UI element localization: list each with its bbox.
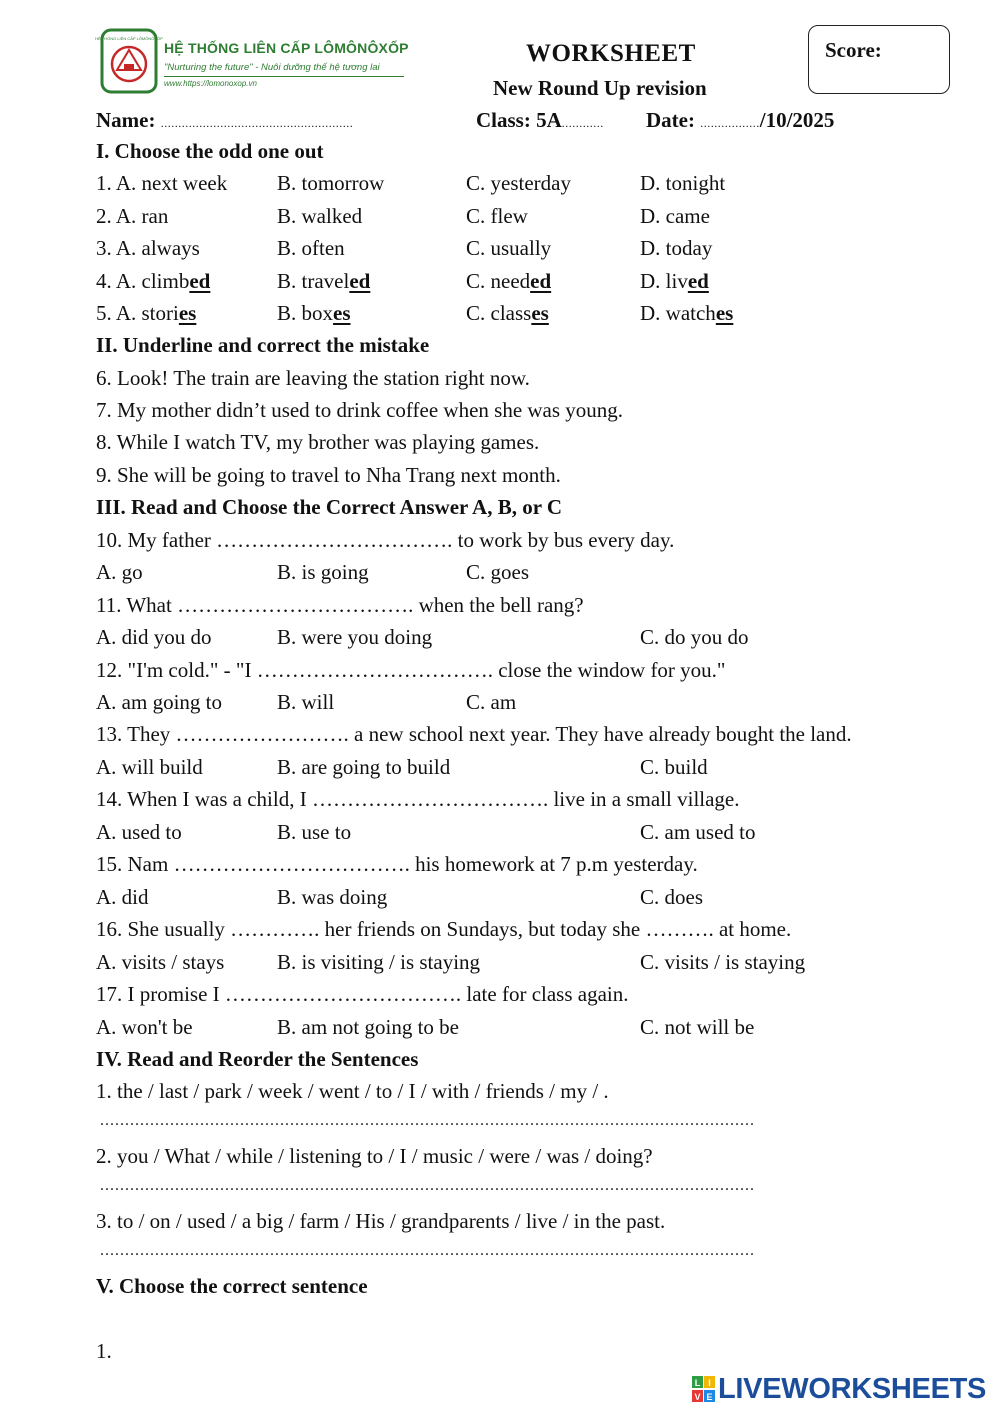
worksheet-subtitle: New Round Up revision — [493, 76, 707, 100]
section-3-heading: III. Read and Choose the Correct Answer A, B, or C — [96, 495, 563, 519]
q2-option-a[interactable]: 2. A. ran — [96, 204, 169, 228]
q14-stem: 14. When I was a child, I ……………………………. live in a small village. — [96, 787, 740, 811]
q12-option-b[interactable]: B. will — [277, 690, 335, 714]
q4-option-c[interactable] — [466, 268, 551, 294]
logo-letter-e: E — [706, 1392, 713, 1402]
name-blank[interactable]: ....................................................... — [160, 116, 354, 130]
q4-c-ending: ed — [530, 269, 552, 293]
q5-a-stem: 5. A. stori — [96, 301, 179, 325]
q15-stem: 15. Nam ……………………………. his homework at 7 p.m yesterday. — [96, 852, 698, 876]
q13-stem: 13. They ……………………. a new school next year. They have already bought the land. — [96, 722, 852, 746]
section-1-heading: I. Choose the odd one out — [96, 139, 324, 163]
q15-option-c[interactable]: C. does — [640, 885, 703, 909]
q5-c-ending: es — [531, 301, 549, 325]
school-logo — [95, 26, 410, 96]
q12-option-c[interactable]: C. am — [466, 690, 517, 714]
logo-letter-i: I — [708, 1378, 711, 1388]
q11-option-b[interactable]: B. were you doing — [277, 625, 433, 649]
q16-option-b[interactable]: B. is visiting / is staying — [277, 950, 481, 974]
q5-d-ending: es — [715, 301, 734, 325]
date-suffix: /10/2025 — [759, 108, 835, 132]
q2-option-d[interactable]: D. came — [640, 204, 710, 228]
q1-option-c[interactable]: C. yesterday — [466, 171, 571, 195]
name-row — [96, 107, 353, 136]
liveworksheets-logo-icon — [692, 1376, 716, 1404]
reorder-q1: 1. the / last / park / week / went / to / I / with / friends / my / . — [96, 1079, 609, 1103]
reorder-q1-answer[interactable]: ................................................................................................................................... — [100, 1112, 755, 1129]
q5-c-stem: C. class — [466, 301, 532, 325]
q16-option-a[interactable]: A. visits / stays — [96, 950, 225, 974]
q2-option-c[interactable]: C. flew — [466, 204, 528, 228]
q7-sentence[interactable]: 7. My mother didn’t used to drink coffee when she was young. — [96, 398, 624, 422]
q17-option-b[interactable]: B. am not going to be — [277, 1015, 459, 1039]
q10-option-c[interactable]: C. goes — [466, 560, 529, 584]
q5-b-ending: es — [333, 301, 351, 325]
q5-a-ending: es — [178, 301, 197, 325]
q10-option-a[interactable]: A. go — [96, 560, 143, 584]
class-row — [476, 107, 604, 136]
q2-option-b[interactable]: B. walked — [277, 204, 363, 228]
emblem-text: HỆ THỐNG LIÊN CẤP LÔMÔNÔXỐP — [95, 36, 163, 41]
q16-stem: 16. She usually …………. her friends on Sundays, but today she ………. at home. — [96, 917, 792, 941]
date-blank[interactable]: ................. — [700, 116, 760, 130]
logo-letter-l: L — [694, 1378, 701, 1388]
q15-option-b[interactable]: B. was doing — [277, 885, 388, 909]
q5-option-c[interactable] — [466, 300, 549, 326]
q1-option-d[interactable]: D. tonight — [640, 171, 726, 195]
section-5-heading: V. Choose the correct sentence — [96, 1274, 368, 1298]
q4-d-ending: ed — [687, 269, 709, 293]
school-url: www.https://lomonoxop.vn — [164, 79, 257, 88]
section-2-heading: II. Underline and correct the mistake — [96, 333, 430, 357]
school-emblem-icon — [95, 28, 163, 94]
q4-d-stem: D. liv — [640, 269, 688, 293]
score-label: Score: — [825, 38, 882, 62]
q3-option-a[interactable]: 3. A. always — [96, 236, 200, 260]
q5-b-stem: B. box — [277, 301, 334, 325]
q11-option-c[interactable]: C. do you do — [640, 625, 749, 649]
q16-option-c[interactable]: C. visits / is staying — [640, 950, 806, 974]
q4-b-ending: ed — [349, 269, 371, 293]
school-slogan: "Nurturing the future" - Nuôi dưỡng thế hệ tương lai — [164, 62, 380, 73]
q3-option-d[interactable]: D. today — [640, 236, 713, 260]
q4-a-stem: 4. A. climb — [96, 269, 190, 293]
q4-option-b[interactable] — [277, 268, 370, 294]
q11-stem: 11. What ……………………………. when the bell rang? — [96, 593, 584, 617]
q3-option-b[interactable]: B. often — [277, 236, 345, 260]
q5-option-d[interactable] — [640, 300, 733, 326]
q4-b-stem: B. travel — [277, 269, 350, 293]
q17-option-c[interactable]: C. not will be — [640, 1015, 755, 1039]
reorder-q3-answer[interactable]: ................................................................................................................................... — [100, 1242, 755, 1259]
reorder-q3: 3. to / on / used / a big / farm / His / grandparents / live / in the past. — [96, 1209, 666, 1233]
q17-stem: 17. I promise I ……………………………. late for class again. — [96, 982, 629, 1006]
q5-option-b[interactable] — [277, 300, 351, 326]
q17-option-a[interactable]: A. won't be — [96, 1015, 193, 1039]
section-4-heading: IV. Read and Reorder the Sentences — [96, 1047, 419, 1071]
section-5-q1: 1. — [96, 1339, 112, 1363]
q14-option-b[interactable]: B. use to — [277, 820, 352, 844]
date-row — [646, 107, 834, 136]
q13-option-c[interactable]: C. build — [640, 755, 708, 779]
reorder-q2: 2. you / What / while / listening to / I / music / were / was / doing? — [96, 1144, 653, 1168]
q10-stem: 10. My father ……………………………. to work by bus every day. — [96, 528, 675, 552]
q4-c-stem: C. need — [466, 269, 531, 293]
q8-sentence[interactable]: 8. While I watch TV, my brother was playing games. — [96, 430, 540, 454]
class-label: Class: 5A — [476, 108, 562, 132]
q10-option-b[interactable]: B. is going — [277, 560, 369, 584]
q11-option-a[interactable]: A. did you do — [96, 625, 212, 649]
score-box[interactable] — [808, 25, 950, 94]
q12-option-a[interactable]: A. am going to — [96, 690, 222, 714]
date-label: Date: — [646, 108, 695, 132]
liveworksheets-wordmark: LIVEWORKSHEETS — [718, 1373, 987, 1405]
q14-option-a[interactable]: A. used to — [96, 820, 182, 844]
q4-a-ending: ed — [189, 269, 211, 293]
q6-sentence[interactable]: 6. Look! The train are leaving the station right now. — [96, 366, 530, 390]
q13-option-b[interactable]: B. are going to build — [277, 755, 451, 779]
q5-option-a[interactable] — [96, 300, 196, 326]
q4-option-a[interactable] — [96, 268, 210, 294]
logo-divider — [164, 76, 404, 77]
q13-option-a[interactable]: A. will build — [96, 755, 203, 779]
class-blank[interactable]: ............ — [561, 116, 604, 130]
q5-d-stem: D. watch — [640, 301, 716, 325]
reorder-q2-answer[interactable]: ................................................................................................................................... — [100, 1177, 755, 1194]
school-name: HỆ THỐNG LIÊN CẤP LÔMÔNÔXỐP — [164, 40, 409, 56]
name-label: Name: — [96, 108, 156, 132]
q1-option-a[interactable]: 1. A. next week — [96, 171, 228, 195]
q14-option-c[interactable]: C. am used to — [640, 820, 756, 844]
q12-stem: 12. "I'm cold." - "I ……………………………. close the window for you." — [96, 658, 726, 682]
worksheet-title: WORKSHEET — [526, 40, 696, 67]
q9-sentence[interactable]: 9. She will be going to travel to Nha Trang next month. — [96, 463, 561, 487]
q15-option-a[interactable]: A. did — [96, 885, 149, 909]
logo-letter-v: V — [694, 1392, 701, 1402]
q3-option-c[interactable]: C. usually — [466, 236, 552, 260]
q4-option-d[interactable] — [640, 268, 709, 294]
q1-option-b[interactable]: B. tomorrow — [277, 171, 385, 195]
